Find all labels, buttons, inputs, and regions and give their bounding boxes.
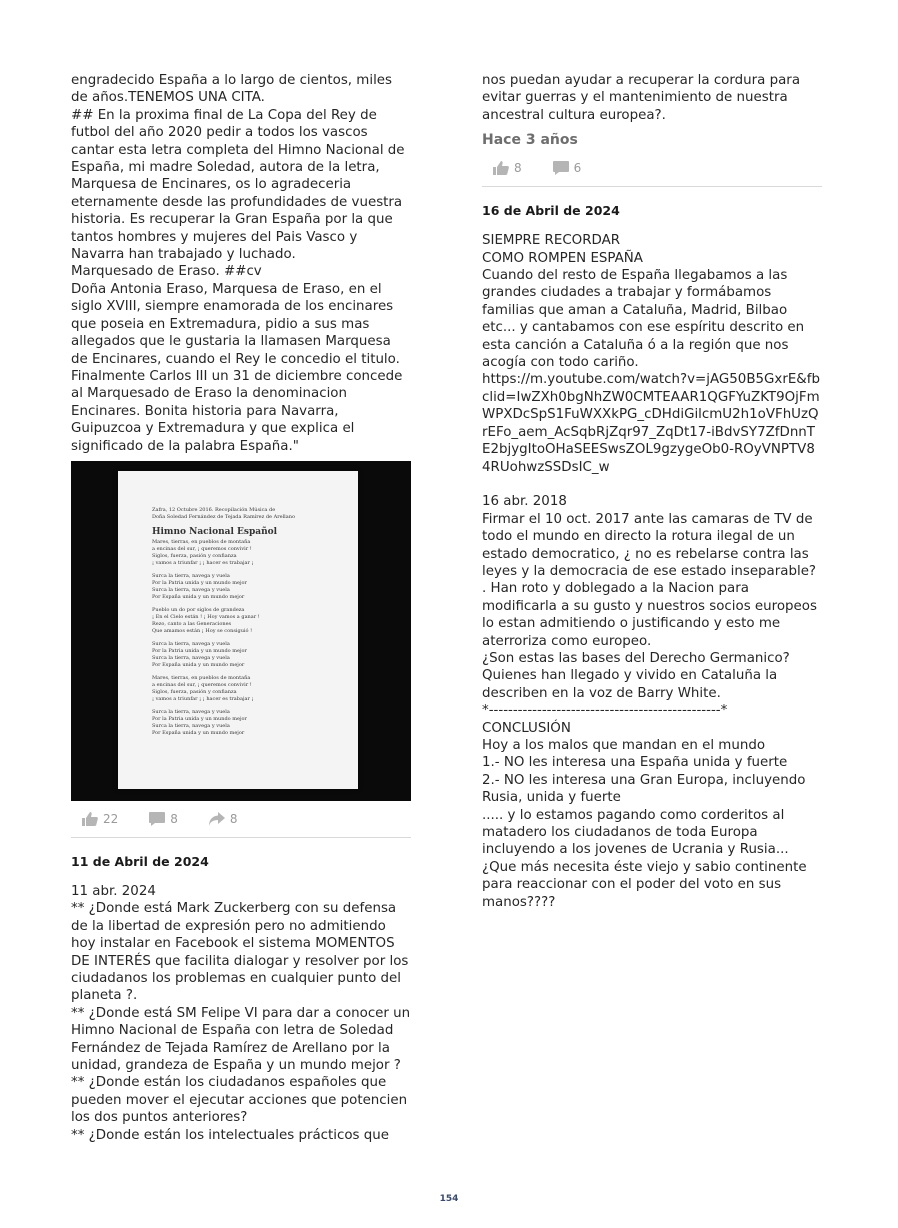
sheet-title: Himno Nacional Español: [152, 526, 278, 537]
thumbs-up-icon[interactable]: [492, 160, 510, 176]
reaction-bar: [71, 801, 411, 838]
thumbs-up-icon[interactable]: [81, 811, 99, 827]
reaction-bar: [482, 150, 822, 187]
anthem-photo[interactable]: [71, 461, 411, 801]
left-top-text: engradecido España a lo largo de cientos, miles de años.TENEMOS UNA CITA. ## En la proxima final de La Copa del Rey de futbol del año 2020 pedir a todos los vascos cantar esta letra completa del Himno Nacional de España, mi madre Soledad, autora de la letra, Marquesa de Encinares, os lo agradeceria eternamente desde las profundidades de vuestra historia. Es recuperar la Gran España por la que tantos hombres y mujeres del Pais Vasco y Navarra han trabajado y luchado. Marquesado de Eraso. ##cv Doña Antonia Eraso, Marquesa de Eraso, en el siglo XVIII, siempre enamorada de los encinares que poseia en Extremadura, pidio a sus mas allegados que le gustaria la llamasen Marquesa de Encinares, cuando el Rey le concedio el titulo. Finalmente Carlos III un 31 de diciembre concede al Marquesado de Eraso la denominacion Encinares. Bonita historia para Navarra, Guipuzcoa y Extremadura y que explica el significado de la palabra España.": [71, 73, 405, 454]
shares-count: 8: [229, 811, 238, 826]
sheet-stanza: Surca la tierra, navega y vuela Por la Patria unida y un mundo mejor Surca la tierra, navega y vuela Por España unida y un mundo mejor: [152, 572, 247, 600]
anthem-sheet: [118, 471, 358, 789]
sheet-stanza: Pueblo un do por siglos de grandeza ¡ En el Cielo están ! ¡ Hoy vamos a ganar ! Rezo, canto a las Generaciones Que amamos están ¡ Hoy se consiguió !: [152, 606, 260, 634]
sheet-stanza: Mares, tierras, en pueblos de montaña a encinas del sur, ¡ queremos convivir ! Siglos, fuerza, pasión y confianza ¡ vamos a triunfar ¡ ¡ hacer es trabajar ¡: [152, 674, 254, 702]
youtube-link[interactable]: https://m.youtube.com/watch?v=jAG50B5GxrE&fbclid=IwZXh0bgNhZW0CMTEAAR1QGFYuZKT9OjFmWPXDcSpS1FuWXXkPG_cDHdiGilcmU2h1oVFhUzQrEFo_aem_AcSqbRjZqr97_ZqDt17-iBdvSY7ZfDnnTE2bjygItoOHaSEESwsZOL9gzygeOb0-ROyVNPTV84RUohwzSSDsIC_w: [482, 372, 820, 475]
post-date-heading: 16 de Abril de 2024: [482, 203, 620, 219]
post-age: Hace 3 años: [482, 132, 578, 149]
sheet-stanza: Surca la tierra, navega y vuela Por la Patria unida y un mundo mejor Surca la tierra, navega y vuela Por España unida y un mundo mejor: [152, 640, 247, 668]
right-post-intro: SIEMPRE RECORDAR COMO ROMPEN ESPAÑA Cuando del resto de España llegabamos a las grandes ciudades a trabajar y formábamos familias que aman a Cataluña, Madrid, Bilbao etc... y cantabamos con ese espíritu descrito en esta canción a Cataluña ó a la región que nos acogía con todo cariño.: [482, 233, 805, 371]
left-column: [71, 72, 411, 1144]
right-top-text: nos puedan ayudar a recuperar la cordura para evitar guerras y el mantenimiento de nuestra ancestral cultura europea?.: [482, 73, 805, 123]
left-post-text: 11 abr. 2024 ** ¿Donde está Mark Zuckerberg con su defensa de la libertad de expresión pero no admitiendo hoy instalar en Facebook el sistema MOMENTOS DE INTERÉS que facilita dialogar y resolver por los ciudadanos los problemas en cualquier punto del planeta ?. ** ¿Donde está SM Felipe VI para dar a conocer un Himno Nacional de España con letra de Soledad Fernández de Tejada Ramírez de Arellano por la unidad, grandeza de España y un mundo mejor ? ** ¿Donde están los ciudadanos españoles que pueden mover el ejecutar acciones que potencien los dos puntos anteriores? ** ¿Donde están los intelectuales prácticos que: [71, 883, 411, 1143]
right-column: [482, 72, 822, 911]
comment-icon[interactable]: [552, 160, 570, 176]
likes-count: 22: [103, 811, 119, 826]
page-number: 154: [439, 1194, 459, 1204]
post-date-heading: 11 de Abril de 2024: [71, 853, 209, 869]
sheet-stanza: Mares, tierras, en pueblos de montaña a encinas del sur, ¡ queremos convivir ! Siglos, fuerza, pasión y confianza ¡ vamos a triunfar ¡ ¡ hacer es trabajar ¡: [152, 538, 254, 566]
comments-count: 8: [170, 811, 178, 826]
comments-count: 6: [573, 161, 582, 176]
share-icon[interactable]: [208, 811, 226, 827]
right-post-body: 16 abr. 2018 Firmar el 10 oct. 2017 ante las camaras de TV de todo el mundo en directo la rotura ilegal de un estado democratico, ¿ no es rebelarse contra las leyes y la democracia de ese estado inseparable? . Han roto y doblegado a la Nacion para modificarla a su gusto y nuestros socios europeos lo estan admitiendo o justificando y esto me aterroriza como europeo. ¿Son estas las bases del Derecho Germanico? Quienes han llegado y vivido en Cataluña la describen en la voz de Barry White. *------------------------------------------------* CONCLUSIÓN Hoy a los malos que mandan en el mundo 1.- NO les interesa una España unida y fuerte 2.- NO les interesa una Gran Europa, incluyendo Rusia, unida y fuerte ..... y lo estamos pagando como corderitos al matadero los ciudadanos de toda Europa incluyendo a los jovenes de Ucrania y Rusia... ¿Que más necesita éste viejo y sabio continente para reaccionar con el poder del voto en sus manos????: [482, 494, 817, 910]
likes-count: 8: [514, 161, 522, 176]
comment-icon[interactable]: [148, 811, 166, 827]
sheet-stanza: Surca la tierra, navega y vuela Por la Patria unida y un mundo mejor Surca la tierra, navega y vuela Por España unida y un mundo mejor: [152, 708, 247, 736]
sheet-header: Zafra, 12 Octubre 2016. Recopilación Música de Doña Soledad Fernández de Tejada Ramírez de Arellano: [152, 506, 295, 520]
